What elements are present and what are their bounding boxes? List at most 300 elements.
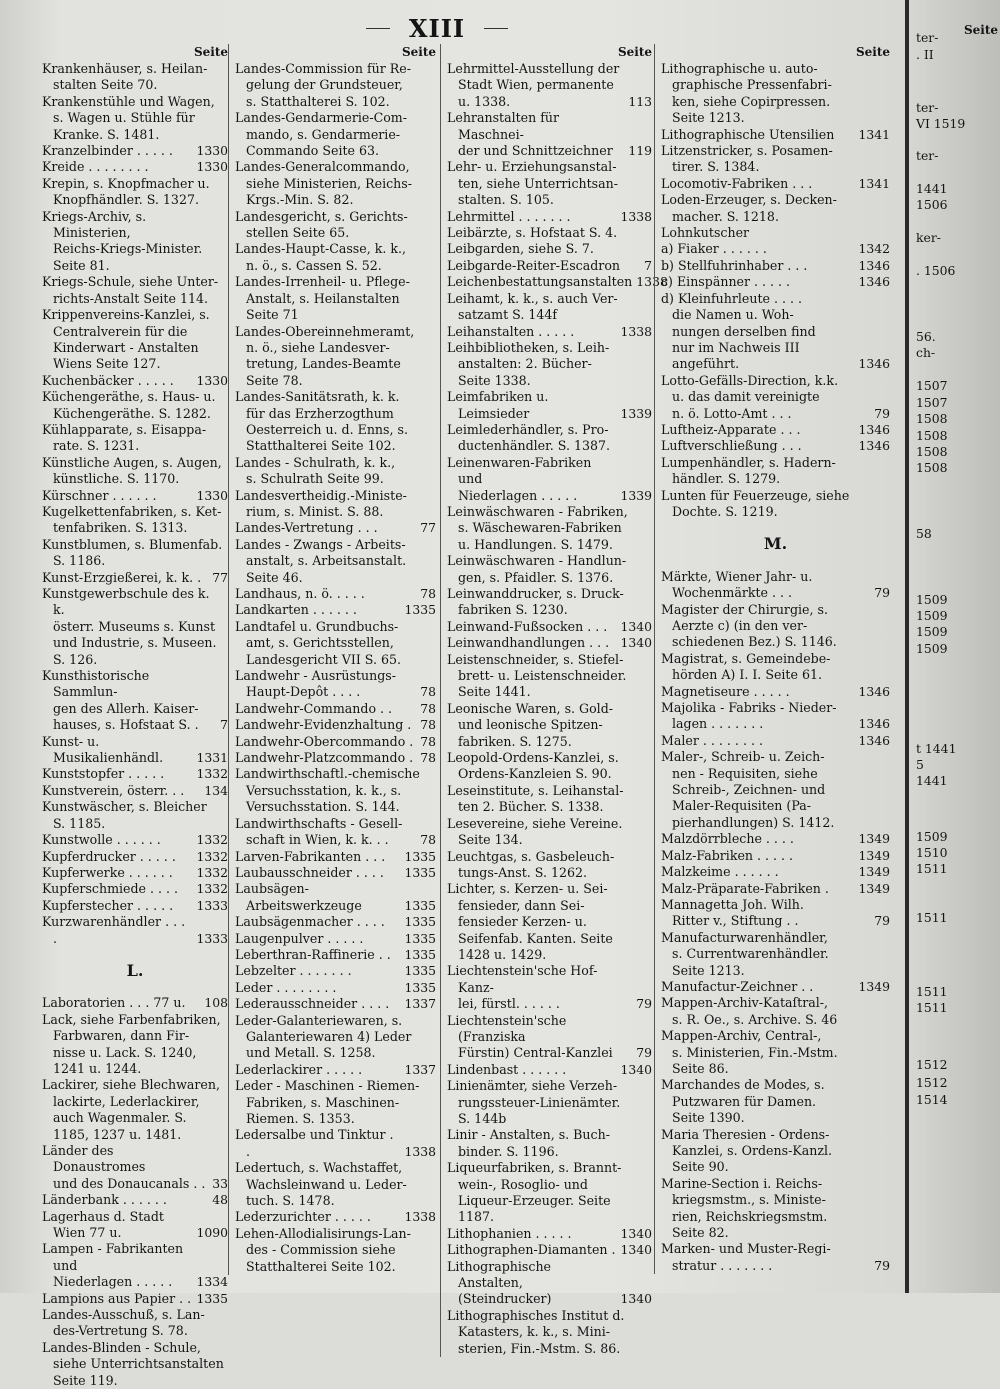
entry-page: 1346: [858, 257, 890, 273]
entry-text: Kugelkettenfabriken, s. Ket- tenfabriken. S. 1313.: [42, 503, 222, 536]
entry-list: [447, 61, 668, 1357]
entry-page: 1337: [404, 996, 436, 1012]
index-entry: [42, 61, 228, 94]
index-entry: [447, 881, 652, 963]
index-entry: [661, 143, 890, 176]
entry-text: Lithographische Anstalten, (Steindrucker): [447, 1258, 552, 1307]
entry-page: 77: [212, 569, 228, 585]
entry-text: Marine-Section i. Reichs- kriegsmstm., s. Ministe- rien, Reichskriegsmstm. Seite 82.: [661, 1175, 828, 1241]
index-entry: [235, 537, 436, 586]
entry-page: 1349: [858, 978, 890, 994]
index-entry: [447, 324, 652, 340]
index-entry: [235, 389, 436, 455]
index-entry: [661, 192, 890, 225]
column-header: Seite: [193, 45, 228, 59]
entry-list: [661, 569, 890, 1274]
entry-page: 1333: [196, 897, 228, 913]
index-entry: [42, 586, 228, 668]
entry-page: 1330: [196, 159, 228, 175]
index-entry: [661, 930, 890, 979]
index-entry: [661, 127, 890, 143]
fragment-text: 1508: [916, 460, 948, 475]
entry-text: Landes-Sanitätsrath, k. k. für das Erzherzogthum Oesterreich u. d. Enns, s. Statthalterei Seite 102.: [235, 389, 408, 454]
index-entry: [661, 225, 890, 241]
entry-page: 1346: [858, 421, 890, 437]
entry-text: Kühlapparate, s. Eisappa- rate. S. 1231.: [42, 421, 207, 454]
column-header: Seite: [401, 45, 436, 59]
entry-text: Landes-Generalcommando, siehe Ministerien, Reichs- Krgs.-Min. S. 82.: [235, 159, 413, 208]
index-entry: [235, 619, 436, 668]
entry-text: Landes-Obereinnehmeramt, n. ö., siehe Landesver- tretung, Landes-Beamte Seite 78.: [235, 323, 415, 388]
index-entry: [42, 881, 228, 897]
entry-text: Kunstblumen, s. Blumenfab. S. 1186.: [42, 536, 223, 569]
index-entry: [447, 1308, 652, 1357]
entry-text: Magister der Chirurgie, s. Aerzte c) (in den ver- schiedenen Bez.) S. 1146.: [661, 601, 837, 650]
entry-page: 1349: [858, 831, 890, 847]
entry-text: Lotto-Gefälls-Direction, k.k. u. das damit vereinigte n. ö. Lotto-Amt . . .: [661, 372, 839, 421]
entry-text: Landwehr-Evidenzhaltung .: [235, 717, 412, 733]
entry-text: Lehr- u. Erziehungsanstal- ten, siehe Unterrichtsan- stalten. S. 105.: [447, 159, 619, 208]
index-entry: [42, 307, 228, 373]
index-entry: [661, 700, 890, 733]
index-entry: [661, 733, 890, 749]
page-number: XIII: [392, 14, 482, 43]
index-entry: [235, 1062, 436, 1078]
index-entry: [661, 979, 890, 995]
entry-page: 1340: [620, 618, 652, 634]
index-entry: [235, 717, 436, 733]
entry-page: 1335: [404, 848, 436, 864]
index-entry: [661, 995, 890, 1028]
index-entry: [447, 783, 652, 816]
entry-text: Landes - Zwangs - Arbeits- anstalt, s. Arbeitsanstalt. Seite 46.: [235, 536, 407, 585]
entry-text: Maler . . . . . . . .: [661, 732, 763, 748]
index-entry: [661, 373, 890, 422]
fragment-text: 1509: [916, 641, 948, 656]
entry-text: Loden-Erzeuger, s. Decken- macher. S. 1218.: [661, 192, 837, 224]
entry-text: Mannagetta Joh. Wilh. Ritter v., Stiftung . .: [661, 896, 804, 929]
index-entry: [235, 209, 436, 242]
index-entry: [235, 1160, 436, 1209]
index-entry: [42, 1143, 228, 1192]
entry-text: Ledertuch, s. Wachstaffet, Wachsleinwand u. Leder- tuch. S. 1478.: [235, 1160, 407, 1209]
fragment-text: 1512: [916, 1057, 948, 1072]
index-entry: [447, 816, 652, 849]
entry-text: Lehrmittel . . . . . . .: [447, 208, 571, 224]
entry-text: Leseinstitute, s. Leihanstal- ten 2. Bücher. S. 1338.: [447, 782, 624, 815]
entry-text: Leimlederhändler, s. Pro- ductenhändler. S. 1387.: [447, 421, 611, 454]
index-column-2: [228, 44, 436, 1275]
entry-text: Malz-Präparate-Fabriken .: [661, 880, 829, 896]
index-entry: [661, 848, 890, 864]
entry-page: 1335: [404, 602, 436, 618]
entry-text: Marken- und Muster-Regi- stratur . . . . . . .: [661, 1241, 831, 1273]
entry-page: 1340: [620, 1225, 652, 1241]
index-entry: [447, 61, 652, 110]
entry-text: Krankenstühle und Wagen, s. Wagen u. Stühle für Kranke. S. 1481.: [42, 93, 215, 142]
entry-text: Landes-Commission für Re- gelung der Grundsteuer, s. Statthalterei S. 102.: [235, 61, 411, 109]
entry-text: Leder . . . . . . . .: [235, 979, 337, 995]
index-entry: [42, 849, 228, 865]
index-entry: [661, 864, 890, 880]
entry-page: 1335: [404, 946, 436, 962]
entry-text: Landwirthschaftl.-chemische Versuchsstation, k. k., s. Versuchsstation. S. 144.: [235, 766, 420, 815]
entry-text: Leihanstalten . . . . .: [447, 323, 575, 339]
entry-text: Landwirthschafts - Gesell- schaft in Wien, k. k. . .: [235, 815, 403, 848]
index-entry: [661, 258, 890, 274]
entry-text: Lithophanien . . . . .: [447, 1225, 572, 1241]
index-entry: [447, 1160, 652, 1226]
index-entry: [447, 241, 652, 257]
entry-text: Kunstgewerbschule des k. k. österr. Museums s. Kunst und Industrie, s. Museen. S. 126.: [42, 586, 217, 667]
entry-text: Laubsägen-Arbeitswerkzeuge: [235, 881, 362, 913]
entry-text: Länder des Donaustromes und des Donaucanals . .: [42, 1143, 206, 1191]
index-entry: [42, 668, 228, 734]
entry-text: Lampions aus Papier . .: [42, 1290, 192, 1306]
entry-text: Maria Theresien - Ordens- Kanzlei, s. Ordens-Kanzl. Seite 90.: [661, 1126, 833, 1175]
index-entry: [661, 61, 890, 127]
entry-text: Mappen-Archiv-Kataſtral-, s. R. Oe., s. Archive. S. 46: [661, 995, 838, 1027]
index-entry: [661, 684, 890, 700]
entry-text: Landes-Blinden - Schule, siehe Unterrichtsanstalten Seite 119.: [42, 1339, 224, 1388]
entry-text: Leihamt, k. k., s. auch Ver- satzamt S. 144f: [447, 290, 618, 323]
index-entry: [661, 1028, 890, 1077]
entry-text: Kupferstecher . . . . .: [42, 897, 174, 913]
index-entry: [661, 488, 890, 521]
entry-page: 1335: [404, 979, 436, 995]
index-entry: [447, 159, 652, 208]
index-entry: [42, 995, 228, 1011]
index-entry: [235, 1078, 436, 1127]
fragment-text: 1509: [916, 624, 948, 639]
index-entry: [235, 881, 436, 914]
fragment-text: 1508: [916, 444, 948, 459]
fragment-text: 1511: [916, 1000, 948, 1015]
index-entry: [661, 455, 890, 488]
index-entry: [42, 422, 228, 455]
entry-page: 79: [874, 585, 890, 601]
fragment-text: 1508: [916, 428, 948, 443]
index-entry: [235, 1209, 436, 1225]
entry-page: 78: [420, 586, 436, 601]
entry-page: 1332: [196, 864, 228, 880]
index-entry: [661, 881, 890, 897]
entry-text: Kreide . . . . . . . .: [42, 159, 149, 175]
index-entry: [235, 324, 436, 390]
index-entry: [661, 176, 890, 192]
index-entry: [235, 980, 436, 996]
entry-page: 1340: [620, 1242, 652, 1258]
entry-text: Maler-, Schreib- u. Zeich- nen - Requisiten, siehe Schreib-, Zeichnen- und Maler-Requisiten (Pa- pierhandlungen) S. 1412.: [661, 749, 835, 830]
index-entry: [661, 897, 890, 930]
index-entry: [661, 1077, 890, 1126]
entry-text: Künstliche Augen, s. Augen, künstliche. S. 1170.: [42, 454, 222, 487]
entry-text: Kunsthistorische Sammlun- gen des Allerh. Kaiser- hauses, s. Hofstaat S. .: [42, 668, 199, 733]
entry-text: Linir - Anstalten, s. Buch- binder. S. 1196.: [447, 1127, 610, 1159]
fragment-text: 56.: [916, 329, 936, 344]
index-entry: [235, 274, 436, 323]
section-letter: L.: [126, 960, 144, 980]
entry-page: 1349: [858, 847, 890, 863]
entry-page: 79: [874, 913, 890, 929]
index-entry: [235, 602, 436, 618]
entry-text: Leder-Galanteriewaren, s. Galanteriewaren 4) Leder und Metall. S. 1258.: [235, 1012, 412, 1061]
fragment-text: 1512: [916, 1075, 948, 1090]
index-entry: [235, 61, 436, 110]
column-header: Seite: [617, 45, 652, 59]
entry-text: Lehranstalten für Maschnei- der und Schnittzeichner: [447, 110, 613, 159]
entry-page: 1335: [404, 897, 436, 913]
index-entry: [447, 340, 652, 389]
entry-page: 78: [420, 717, 436, 733]
index-entry: [42, 209, 228, 275]
entry-text: Lagerhaus d. Stadt Wien 77 u.: [42, 1208, 164, 1241]
index-entry: [42, 94, 228, 143]
entry-text: Liechtenstein'sche (Franziska Fürstin) Central-Kanzlei: [447, 1012, 613, 1061]
entry-text: Larven-Fabrikanten . . .: [235, 848, 386, 864]
entry-page: 1330: [196, 487, 228, 503]
entry-text: Leistenschneider, s. Stiefel- brett- u. Leistenschneider. Seite 1441.: [447, 651, 627, 700]
entry-text: Landes-Vertretung . . .: [235, 520, 378, 536]
index-entry: [42, 1241, 228, 1290]
entry-text: Landesvertheidig.-Ministe- rium, s. Minist. S. 88.: [235, 487, 407, 519]
entry-text: Magnetiseure . . . . .: [661, 683, 790, 699]
entry-text: Kunst-Erzgießerei, k. k. .: [42, 569, 202, 585]
fragment-text: 1514: [916, 1092, 948, 1107]
entry-text: Manufactur-Zeichner . .: [661, 978, 814, 994]
index-entry: [42, 504, 228, 537]
index-entry: [42, 1307, 228, 1340]
entry-text: Landes - Schulrath, k. k., s. Schulrath Seite 99.: [235, 454, 396, 487]
entry-text: Malzdörrbleche . . . .: [661, 831, 794, 847]
entry-text: Leopold-Ordens-Kanzlei, s. Ordens-Kanzleien S. 90.: [447, 750, 619, 782]
entry-text: Leuchtgas, s. Gasbeleuch- tungs-Anst. S. 1262.: [447, 848, 615, 880]
entry-text: Krippenvereins-Kanzlei, s. Centralverein für die Kinderwart - Anstalten Wiens Seite 127.: [42, 307, 210, 372]
entry-page: 1331: [196, 750, 228, 766]
index-entry: [235, 520, 436, 536]
entry-page: 1332: [196, 881, 228, 897]
entry-text: b) Stellfuhrinhaber . . .: [661, 257, 808, 273]
entry-page: 1339: [620, 405, 652, 421]
entry-text: Manufacturwarenhändler, s. Currentwarenhändler. Seite 1213.: [661, 929, 829, 978]
entry-text: Leibärzte, s. Hofstaat S. 4.: [447, 225, 618, 241]
entry-text: Luftverschließung . . .: [661, 438, 802, 454]
entry-page: 1332: [196, 766, 228, 782]
index-entry: [235, 963, 436, 979]
entry-text: Lackirer, siehe Blechwaren, lackirte, Lederlackirer, auch Wagenmaler. S. 1185, 1237 u. 1481.: [42, 1077, 220, 1142]
entry-page: 1338: [620, 208, 652, 224]
entry-text: Kunst- u. Musikalienhändl.: [42, 733, 164, 766]
index-column-3: [440, 44, 668, 1357]
index-entry: [42, 898, 228, 914]
index-entry: [42, 783, 228, 799]
entry-text: Lichter, s. Kerzen- u. Sei- fensieder, dann Sei- fensieder Kerzen- u. Seifenfab. Kanten. Seite 1428 u. 1429.: [447, 881, 613, 962]
entry-text: Küchengeräthe, s. Haus- u. Küchengeräthe. S. 1282.: [42, 389, 216, 421]
entry-page: 1340: [620, 1291, 652, 1307]
index-entry: [42, 389, 228, 422]
index-entry: [42, 455, 228, 488]
entry-text: Liechtenstein'sche Hof-Kanz- lei, fürstl. . . . . .: [447, 963, 598, 1012]
entry-text: Litzenstricker, s. Posamen- tirer. S. 1384.: [661, 143, 833, 175]
index-entry: [447, 504, 652, 553]
entry-page: 1340: [620, 1061, 652, 1077]
column-header: Seite: [855, 45, 890, 59]
index-entry: [42, 1340, 228, 1389]
index-entry: [447, 701, 652, 750]
entry-text: Landes-Haupt-Casse, k. k., n. ö., s. Cassen S. 52.: [235, 241, 406, 273]
index-entry: [235, 996, 436, 1012]
entry-page: 1346: [858, 356, 890, 372]
index-entry: [661, 831, 890, 847]
fragment-text: ker-: [916, 230, 941, 245]
fragment-text: t 1441: [916, 741, 957, 756]
entry-text: Locomotiv-Fabriken . . .: [661, 175, 813, 191]
entry-text: Krepin, s. Knopfmacher u. Knopfhändler. S. 1327.: [42, 175, 210, 208]
entry-text: Kunstwäscher, s. Bleicher S. 1185.: [42, 799, 207, 831]
entry-text: Landesgericht, s. Gerichts- stellen Seite 65.: [235, 208, 408, 241]
entry-text: Kupferdrucker . . . . .: [42, 848, 176, 864]
entry-text: Landhaus, n. ö. . . . .: [235, 586, 365, 601]
fragment-text: 1508: [916, 411, 948, 426]
entry-text: Leinwand-Fußsocken . . .: [447, 618, 608, 634]
entry-page: 1346: [858, 683, 890, 699]
fragment-text: 1509: [916, 608, 948, 623]
entry-text: Leimfabriken u. Leimsieder: [447, 389, 549, 421]
entry-page: 79: [636, 996, 652, 1012]
entry-text: Lumpenhändler, s. Hadern- händler. S. 1279.: [661, 454, 836, 487]
entry-text: Laubausschneider . . . .: [235, 864, 384, 880]
entry-page: 79: [874, 1257, 890, 1273]
index-entry: [42, 1077, 228, 1143]
entry-text: Kupferschmiede . . . .: [42, 881, 179, 897]
entry-page: 1330: [196, 143, 228, 159]
index-entry: [235, 849, 436, 865]
entry-page: 1341: [858, 175, 890, 191]
entry-page: 108: [204, 995, 228, 1011]
entry-text: Länderbank . . . . . .: [42, 1192, 167, 1208]
entry-page: 1346: [858, 274, 890, 290]
index-entry: [42, 914, 228, 947]
fragment-text: . II: [916, 47, 934, 62]
entry-page: 48: [212, 1192, 228, 1208]
index-entry: [447, 455, 652, 504]
index-entry: [661, 1127, 890, 1176]
fragment-text: 1511: [916, 984, 948, 999]
entry-text: Linienämter, siehe Verzeh- rungssteuer-Linienämter. S. 144b: [447, 1078, 621, 1126]
index-entry: [235, 865, 436, 881]
fragment-text: 58: [916, 526, 932, 541]
index-entry: [447, 209, 652, 225]
entry-text: Luftheiz-Apparate . . .: [661, 421, 801, 437]
entry-page: 79: [874, 405, 890, 421]
entry-list: [42, 995, 228, 1389]
index-entry: [447, 1242, 652, 1258]
index-entry: [42, 143, 228, 159]
fragment-text: 1507: [916, 378, 948, 393]
entry-text: Kunstverein, österr. . .: [42, 782, 185, 798]
entry-text: Laboratorien . . . 77 u.: [42, 995, 186, 1011]
entry-text: Lithographen-Diamanten .: [447, 1242, 616, 1258]
entry-text: Kunststopfer . . . . .: [42, 766, 165, 782]
fragment-text: ter-: [916, 100, 939, 115]
entry-text: Kriegs-Archiv, s. Ministerien, Reichs-Kriegs-Minister. Seite 81.: [42, 208, 203, 273]
index-entry: [235, 816, 436, 849]
entry-page: 7: [220, 717, 228, 733]
index-entry: [235, 914, 436, 930]
entry-list: [661, 61, 890, 520]
entry-text: Märkte, Wiener Jahr- u. Wochenmärkte . . .: [661, 568, 813, 601]
index-entry: [447, 110, 652, 159]
entry-page: 1335: [404, 914, 436, 930]
entry-text: Lunten für Feuerzeuge, siehe Dochte. S. 1219.: [661, 487, 850, 519]
index-entry: [447, 1062, 652, 1078]
fragment-text: 1509: [916, 829, 948, 844]
index-entry: [447, 291, 652, 324]
entry-text: Majolika - Fabriks - Nieder- lagen . . . . . . .: [661, 700, 837, 732]
entry-page: 1335: [196, 1290, 228, 1306]
index-entry: [235, 159, 436, 208]
entry-page: 1330: [196, 372, 228, 388]
index-entry: [42, 832, 228, 848]
entry-text: Leichenbestattungsanstalten: [447, 274, 633, 290]
entry-text: Leinwandhandlungen . . .: [447, 635, 610, 651]
index-entry: [42, 1012, 228, 1078]
entry-list: [235, 61, 436, 1275]
entry-text: Marchandes de Modes, s. Putzwaren für Damen. Seite 1390.: [661, 1077, 825, 1126]
index-entry: [42, 159, 228, 175]
index-entry: [235, 668, 436, 701]
entry-page: 1340: [620, 635, 652, 651]
fragment-text: VI 1519: [916, 116, 966, 131]
entry-page: 79: [636, 1045, 652, 1061]
entry-text: Kriegs-Schule, siehe Unter- richts-Anstalt Seite 114.: [42, 274, 219, 306]
index-entry: [661, 274, 890, 290]
entry-page: 1332: [196, 832, 228, 848]
index-entry: [42, 1192, 228, 1208]
entry-text: Leibgarden, siehe S. 7.: [447, 241, 594, 257]
index-entry: [661, 241, 890, 257]
entry-page: 1346: [858, 732, 890, 748]
column-header: Seite: [963, 23, 998, 37]
entry-text: a) Fiaker . . . . . .: [661, 241, 767, 257]
index-entry: [447, 1013, 652, 1062]
entry-text: d) Kleinfuhrleute . . . . die Namen u. Woh- nungen derselben find nur im Nachweis III angeführt.: [661, 290, 816, 372]
entry-page: 1338: [404, 1209, 436, 1225]
entry-text: Leinwäschwaren - Fabriken, s. Wäschewaren-Fabriken u. Handlungen. S. 1479.: [447, 503, 628, 552]
index-column-1: [42, 44, 228, 1389]
entry-text: Landwehr-Commando . .: [235, 700, 393, 716]
entry-text: Leder - Maschinen - Riemen- Fabriken, s. Maschinen- Riemen. S. 1353.: [235, 1078, 420, 1126]
index-entry: [661, 291, 890, 373]
entry-page: 1333: [196, 930, 228, 946]
entry-page: 78: [420, 733, 436, 749]
fragment-text: . 1506: [916, 263, 956, 278]
index-entry: [447, 389, 652, 422]
entry-text: Leihbibliotheken, s. Leih- anstalten: 2. Bücher- Seite 1338.: [447, 339, 610, 388]
index-entry: [235, 734, 436, 750]
index-entry: [661, 651, 890, 684]
index-entry: [42, 799, 228, 832]
entry-page: 1341: [858, 126, 890, 142]
index-entry: [447, 849, 652, 882]
entry-text: Kürschner . . . . . .: [42, 487, 157, 503]
entry-text: Landtafel u. Grundbuchs- amt, s. Gerichtsstellen, Landesgericht VII S. 65.: [235, 618, 402, 667]
entry-text: c) Einspänner . . . . .: [661, 274, 791, 290]
section-letter: M.: [763, 534, 788, 554]
entry-text: Leinwanddrucker, s. Druck- fabriken S. 1230.: [447, 586, 624, 618]
index-entry: [235, 947, 436, 963]
entry-text: Landes-Irrenheil- u. Pflege- Anstalt, s. Heilanstalten Seite 71: [235, 274, 410, 323]
